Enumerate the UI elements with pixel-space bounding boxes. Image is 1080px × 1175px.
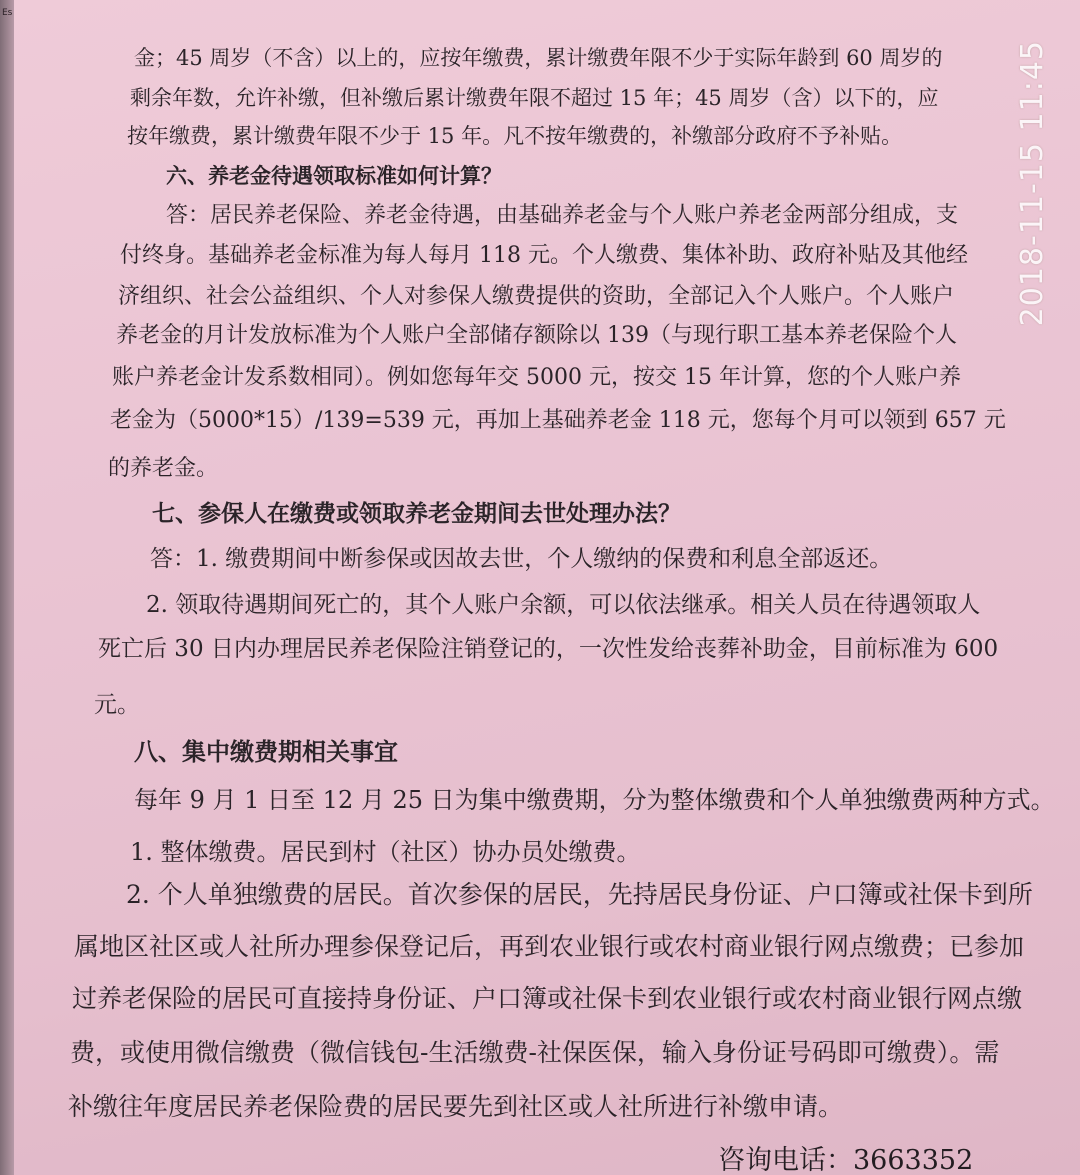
text-line: 济组织、社会公益组织、个人对参保人缴费提供的资助，全部记入个人账户。个人账户 bbox=[118, 284, 955, 309]
text-line: 的养老金。 bbox=[108, 456, 219, 481]
text-line: 答：居民养老保险、养老金待遇，由基础养老金与个人账户养老金两部分组成，支 bbox=[166, 203, 959, 228]
text-line: 1. 整体缴费。居民到村（社区）协办员处缴费。 bbox=[130, 838, 641, 866]
binder-edge bbox=[0, 0, 14, 1175]
section-heading-6: 六、养老金待遇领取标准如何计算？ bbox=[166, 163, 502, 188]
text-line: 账户养老金计发系数相同）。例如您每年交 5000 元，按交 15 年计算，您的个人账户养 bbox=[112, 365, 961, 390]
text-line: 养老金的月计发放标准为个人账户全部储存额除以 139（与现行职工基本养老保险个人 bbox=[116, 323, 957, 348]
text-line: 2. 领取待遇期间死亡的，其个人账户余额，可以依法继承。相关人员在待遇领取人 bbox=[146, 592, 981, 618]
text-line: 金；45 周岁（不含）以上的，应按年缴费，累计缴费年限不少于实际年龄到 60 周岁的 bbox=[134, 46, 943, 70]
section-heading-8: 八、集中缴费期相关事宜 bbox=[134, 737, 398, 766]
edge-label: Es bbox=[2, 8, 13, 18]
text-line: 死亡后 30 日内办理居民养老保险注销登记的，一次性发给丧葬补助金，目前标准为 600 bbox=[98, 636, 999, 662]
section-heading-7: 七、参保人在缴费或领取养老金期间去世处理办法？ bbox=[152, 500, 681, 527]
text-line: 答：1. 缴费期间中断参保或因故去世，个人缴纳的保费和利息全部返还。 bbox=[150, 546, 893, 572]
text-line: 过养老保险的居民可直接持身份证、户口簿或社保卡到农业银行或农村商业银行网点缴 bbox=[72, 984, 1023, 1013]
text-line: 费，或使用微信缴费（微信钱包-生活缴费-社保医保，输入身份证号码即可缴费）。需 bbox=[70, 1038, 1000, 1067]
text-line: 按年缴费，累计缴费年限不少于 15 年。凡不按年缴费的，补缴部分政府不予补贴。 bbox=[127, 124, 903, 148]
photo-timestamp: 2018-11-15 11:45 bbox=[1015, 40, 1050, 327]
text-line: 老金为（5000*15）/139=539 元，再加上基础养老金 118 元，您每个月可以领到 657 元 bbox=[110, 408, 1006, 433]
text-line: 2. 个人单独缴费的居民。首次参保的居民，先持居民身份证、户口簿或社保卡到所 bbox=[126, 880, 1033, 909]
text-line: 付终身。基础养老金标准为每人每月 118 元。个人缴费、集体补助、政府补贴及其他经 bbox=[120, 243, 968, 268]
text-line: 属地区社区或人社所办理参保登记后，再到农业银行或农村商业银行网点缴费；已参加 bbox=[74, 932, 1025, 961]
text-line: 剩余年数，允许补缴，但补缴后累计缴费年限不超过 15 年；45 周岁（含）以下的，应 bbox=[130, 86, 939, 110]
text-line: 补缴往年度居民养老保险费的居民要先到社区或人社所进行补缴申请。 bbox=[68, 1092, 844, 1121]
text-line: 每年 9 月 1 日至 12 月 25 日为集中缴费期，分为整体缴费和个人单独缴费两种方式。 bbox=[134, 786, 1055, 814]
text-line: 元。 bbox=[94, 692, 140, 718]
contact-phone: 咨询电话：3663352 bbox=[718, 1145, 974, 1175]
